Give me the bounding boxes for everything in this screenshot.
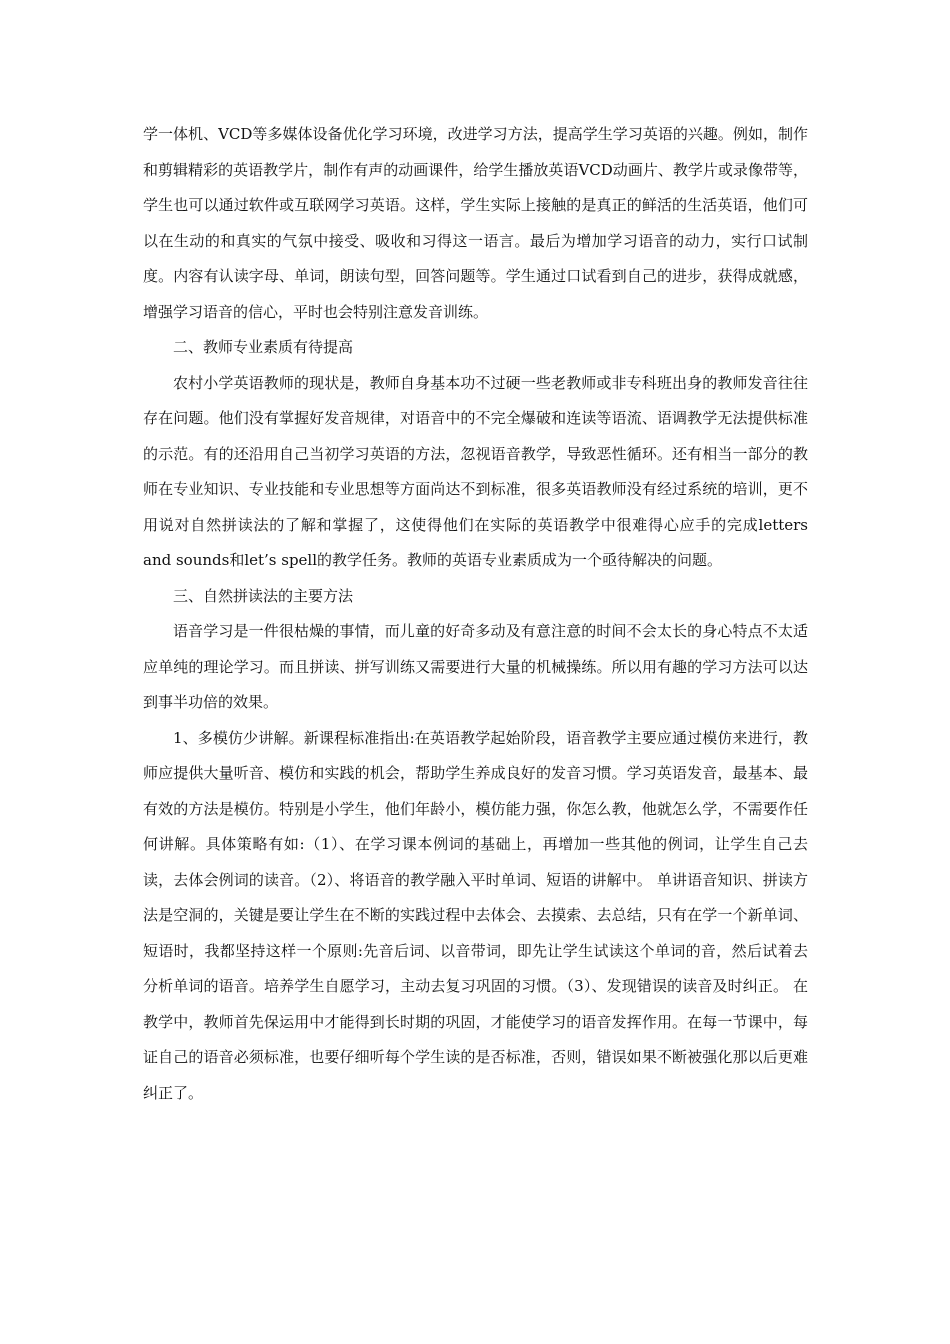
- paragraph-teacher-status: 农村小学英语教师的现状是，教师自身基本功不过硬一些老教师或非专科班出身的教师发音往往存在问题。他们没有掌握好发音规律，对语音中的不完全爆破和连读等语流、语调教学无法提供标准的示范。有的还沿用自己当初学习英语的方法，忽视语音教学，导致恶性循环。还有相当一部分的教师在专业知识、专业技能和专业思想等方面尚达不到标准，很多英语教师没有经过系统的培训，更不用说对自然拼读法的了解和掌握了，这使得他们在实际的英语教学中很难得心应手的完成letters and sounds和let’s spell的教学任务。教师的英语专业素质成为一个亟待解决的问题。: [143, 373, 808, 569]
- section-heading-teacher-quality: 二、教师专业素质有待提高: [173, 338, 354, 356]
- paragraph-phonics-intro: 语音学习是一件很枯燥的事情，而儿童的好奇多动及有意注意的时间不会太长的身心特点不太适应单纯的理论学习。而且拼读、拼写训练又需要进行大量的机械操练。所以用有趣的学习方法可以达到事半功倍的效果。: [143, 622, 808, 711]
- paragraph-imitation-method: 1、多模仿少讲解。新课程标准指出:在英语教学起始阶段，语音教学主要应通过模仿来进行，教师应提供大量听音、模仿和实践的机会，帮助学生养成良好的发音习惯。学习英语发音，最基本、最有效的方法是模仿。特别是小学生，他们年龄小，模仿能力强，你怎么教，他就怎么学，不需要作任何讲解。具体策略有如:（1）、在学习课本例词的基础上，再增加一些其他的例词，让学生自己去读，去体会例词的读音。（2）、将语音的教学融入平时单词、短语的讲解中。 单讲语音知识、拼读方法是空洞的，关键是要让学生在不断的实践过程中去体会、去摸索、去总结，只有在学一个新单词、短语时，我都坚持这样一个原则:先音后词、以音带词，即先让学生试读这个单词的音，然后试着去分析单词的语音。培养学生自愿学习，主动去复习巩固的习惯。（3）、发现错误的读音及时纠正。 在教学中，教师首先保运用中才能得到长时期的巩固，才能使学习的语音发挥作用。在每一节课中，每证自己的语音必须标准，也要仔细听每个学生读的是否标准，否则，错误如果不断被强化那以后更难纠正了。: [143, 728, 808, 1102]
- document-body: [143, 117, 808, 1111]
- paragraph-multimedia: 学一体机、VCD等多媒体设备优化学习环境，改进学习方法，提高学生学习英语的兴趣。例如，制作和剪辑精彩的英语教学片，制作有声的动画课件，给学生播放英语VCD动画片、教学片或录像带等，学生也可以通过软件或互联网学习英语。这样，学生实际上接触的是真正的鲜活的生活英语，他们可以在生动的和真实的气氛中接受、吸收和习得这一语言。最后为增加学习语音的动力，实行口试制度。内容有认读字母、单词，朗读句型，回答问题等。学生通过口试看到自己的进步，获得成就感，增强学习语音的信心，平时也会特别注意发音训练。: [143, 125, 808, 321]
- section-heading-phonics-methods: 三、自然拼读法的主要方法: [173, 586, 354, 605]
